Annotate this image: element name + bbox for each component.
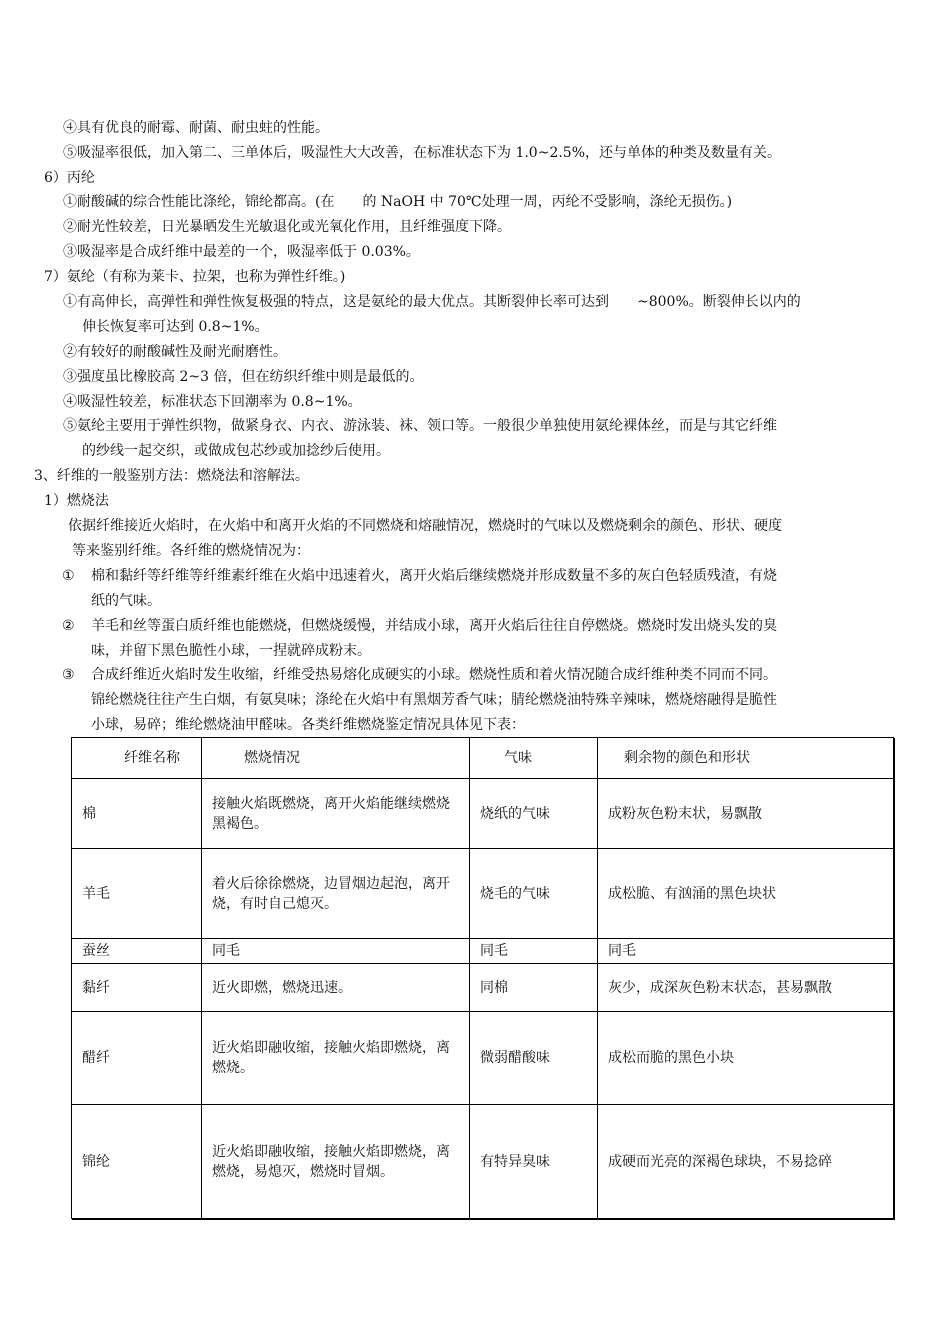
cell-residue: 成松脆、有汹涌的黑色块状 (598, 849, 894, 939)
text-line: 的纱线一起交织，或做成包芯纱或加捻纱后使用。 (82, 443, 390, 459)
cell-residue: 同毛 (598, 939, 894, 964)
section-heading: 6）丙纶 (44, 170, 95, 186)
list-number: ② (62, 618, 75, 634)
table-row (72, 1105, 894, 1219)
text-line: ①耐酸碱的综合性能比涤纶，锦纶都高。(在 的 NaOH 中 70℃处理一周，丙纶不受影响，涤纶无损伤。) (63, 194, 733, 210)
table-row (72, 939, 894, 964)
text-line: 纸的气味。 (91, 593, 161, 609)
text-line: 味，并留下黑色脆性小球，一捏就碎成粉末。 (91, 643, 371, 659)
cell-burning-line: 烧，有时自己熄灭。 (212, 895, 338, 912)
cell-residue: 成硬而光亮的深褐色球块，不易捻碎 (598, 1105, 894, 1219)
section-heading: 3、纤维的一般鉴别方法：燃烧法和溶解法。 (34, 468, 309, 484)
cell-residue: 成粉灰色粉末状，易飘散 (598, 779, 894, 849)
text-line: 锦纶燃烧往往产生白烟，有氨臭味；涤纶在火焰中有黑烟芳香气味；腈纶燃烧油特殊辛辣味，燃烧熔融得是脆性 (91, 692, 777, 708)
section-heading: 1）燃烧法 (44, 493, 109, 509)
text-line: ②有较好的耐酸碱性及耐光耐磨性。 (63, 344, 287, 360)
cell-smell: 烧毛的气味 (470, 849, 598, 939)
text-line: 伸长恢复率可达到 0.8~1%。 (82, 319, 269, 335)
cell-burning (202, 1105, 470, 1219)
text-line: ②耐光性较差，日光暴晒发生光敏退化或光氧化作用，且纤维强度下降。 (63, 219, 511, 235)
cell-burning: 同毛 (202, 939, 470, 964)
header-smell: 气味 (470, 738, 598, 779)
cell-smell: 有特异臭味 (470, 1105, 598, 1219)
cell-fiber-name: 黏纤 (72, 964, 202, 1012)
text-line: 羊毛和丝等蛋白质纤维也能燃烧，但燃烧缓慢，并结成小球，离开火焰后往往自停燃烧。燃烧时发出烧头发的臭 (91, 618, 777, 634)
cell-smell: 烧纸的气味 (470, 779, 598, 849)
cell-residue: 灰少，成深灰色粉末状态，甚易飘散 (598, 964, 894, 1012)
cell-fiber-name: 蚕丝 (72, 939, 202, 964)
text-line: ④吸湿性较差，标准状态下回潮率为 0.8~1%。 (63, 394, 362, 410)
cell-fiber-name: 羊毛 (72, 849, 202, 939)
text-line: ③吸湿率是合成纤维中最差的一个，吸湿率低于 0.03%。 (63, 244, 420, 260)
cell-burning-line: 接触火焰既燃烧，离开火焰能继续燃烧 (212, 795, 450, 812)
table-row (72, 779, 894, 849)
text-line: ⑤吸湿率很低，加入第二、三单体后，吸湿性大大改善，在标准状态下为 1.0~2.5%，还与单体的种类及数量有关。 (63, 145, 782, 161)
text-line: 小球，易碎；维纶燃烧油甲醛味。各类纤维燃烧鉴定情况具体见下表： (91, 717, 525, 733)
text-line: 合成纤维近火焰时发生收缩，纤维受热易熔化成硬实的小球。燃烧性质和着火情况随合成纤维种类不同而不同。 (91, 667, 777, 683)
cell-burning (202, 1012, 470, 1105)
table-row (72, 964, 894, 1012)
text-line: ⑤氨纶主要用于弹性织物，做紧身衣、内衣、游泳装、袜、领口等。一般很少单独使用氨纶裸体丝，而是与其它纤维 (63, 418, 777, 434)
table-row (72, 1012, 894, 1105)
cell-burning-line: 燃烧，易熄灭，燃烧时冒烟。 (212, 1163, 394, 1180)
text-line: 棉和黏纤等纤维等纤维素纤维在火焰中迅速着火，离开火焰后继续燃烧并形成数量不多的灰白色轻质残渣，有烧 (91, 568, 777, 584)
cell-burning (202, 779, 470, 849)
text-line: 等来鉴别纤维。各纤维的燃烧情况为： (72, 543, 310, 559)
cell-burning-line: 着火后徐徐燃烧，边冒烟边起泡，离开 (212, 875, 450, 892)
text-line: 依据纤维接近火焰时，在火焰中和离开火焰的不同燃烧和熔融情况，燃烧时的气味以及燃烧剩余的颜色、形状、硬度 (68, 518, 782, 534)
cell-smell: 微弱醋酸味 (470, 1012, 598, 1105)
text-line: ④具有优良的耐霉、耐菌、耐虫蛀的性能。 (63, 120, 329, 136)
cell-residue: 成松而脆的黑色小块 (598, 1012, 894, 1105)
header-residue: 剩余物的颜色和形状 (598, 738, 894, 779)
table-header-row (72, 738, 894, 779)
cell-burning-line: 近火焰即融收缩，接触火焰即燃烧，离 (212, 1040, 450, 1056)
text-line: ③强度虽比橡胶高 2~3 倍，但在纺织纤维中则是最低的。 (63, 369, 424, 385)
cell-burning-line: 近火焰即融收缩，接触火焰即燃烧，离 (212, 1143, 450, 1160)
cell-fiber-name: 醋纤 (72, 1012, 202, 1105)
cell-smell: 同棉 (470, 964, 598, 1012)
section-heading: 7）氨纶（有称为莱卡、拉架，也称为弹性纤维。) (44, 269, 346, 285)
cell-burning: 近火即燃，燃烧迅速。 (202, 964, 470, 1012)
cell-smell: 同毛 (470, 939, 598, 964)
table-row (72, 849, 894, 939)
text-line: ①有高伸长，高弹性和弹性恢复极强的特点，这是氨纶的最大优点。其断裂伸长率可达到 ~800%。断裂伸长以内的 (63, 294, 801, 310)
header-burning: 燃烧情况 (202, 738, 470, 779)
cell-fiber-name: 棉 (72, 779, 202, 849)
header-fiber-name: 纤维名称 (72, 738, 202, 779)
cell-burning-line: 燃烧。 (212, 1060, 254, 1076)
cell-burning-line: 黑褐色。 (212, 815, 268, 832)
list-number: ① (62, 568, 75, 584)
cell-fiber-name: 锦纶 (72, 1105, 202, 1219)
cell-burning (202, 849, 470, 939)
list-number: ③ (62, 667, 75, 683)
burn-test-table (71, 737, 894, 1219)
